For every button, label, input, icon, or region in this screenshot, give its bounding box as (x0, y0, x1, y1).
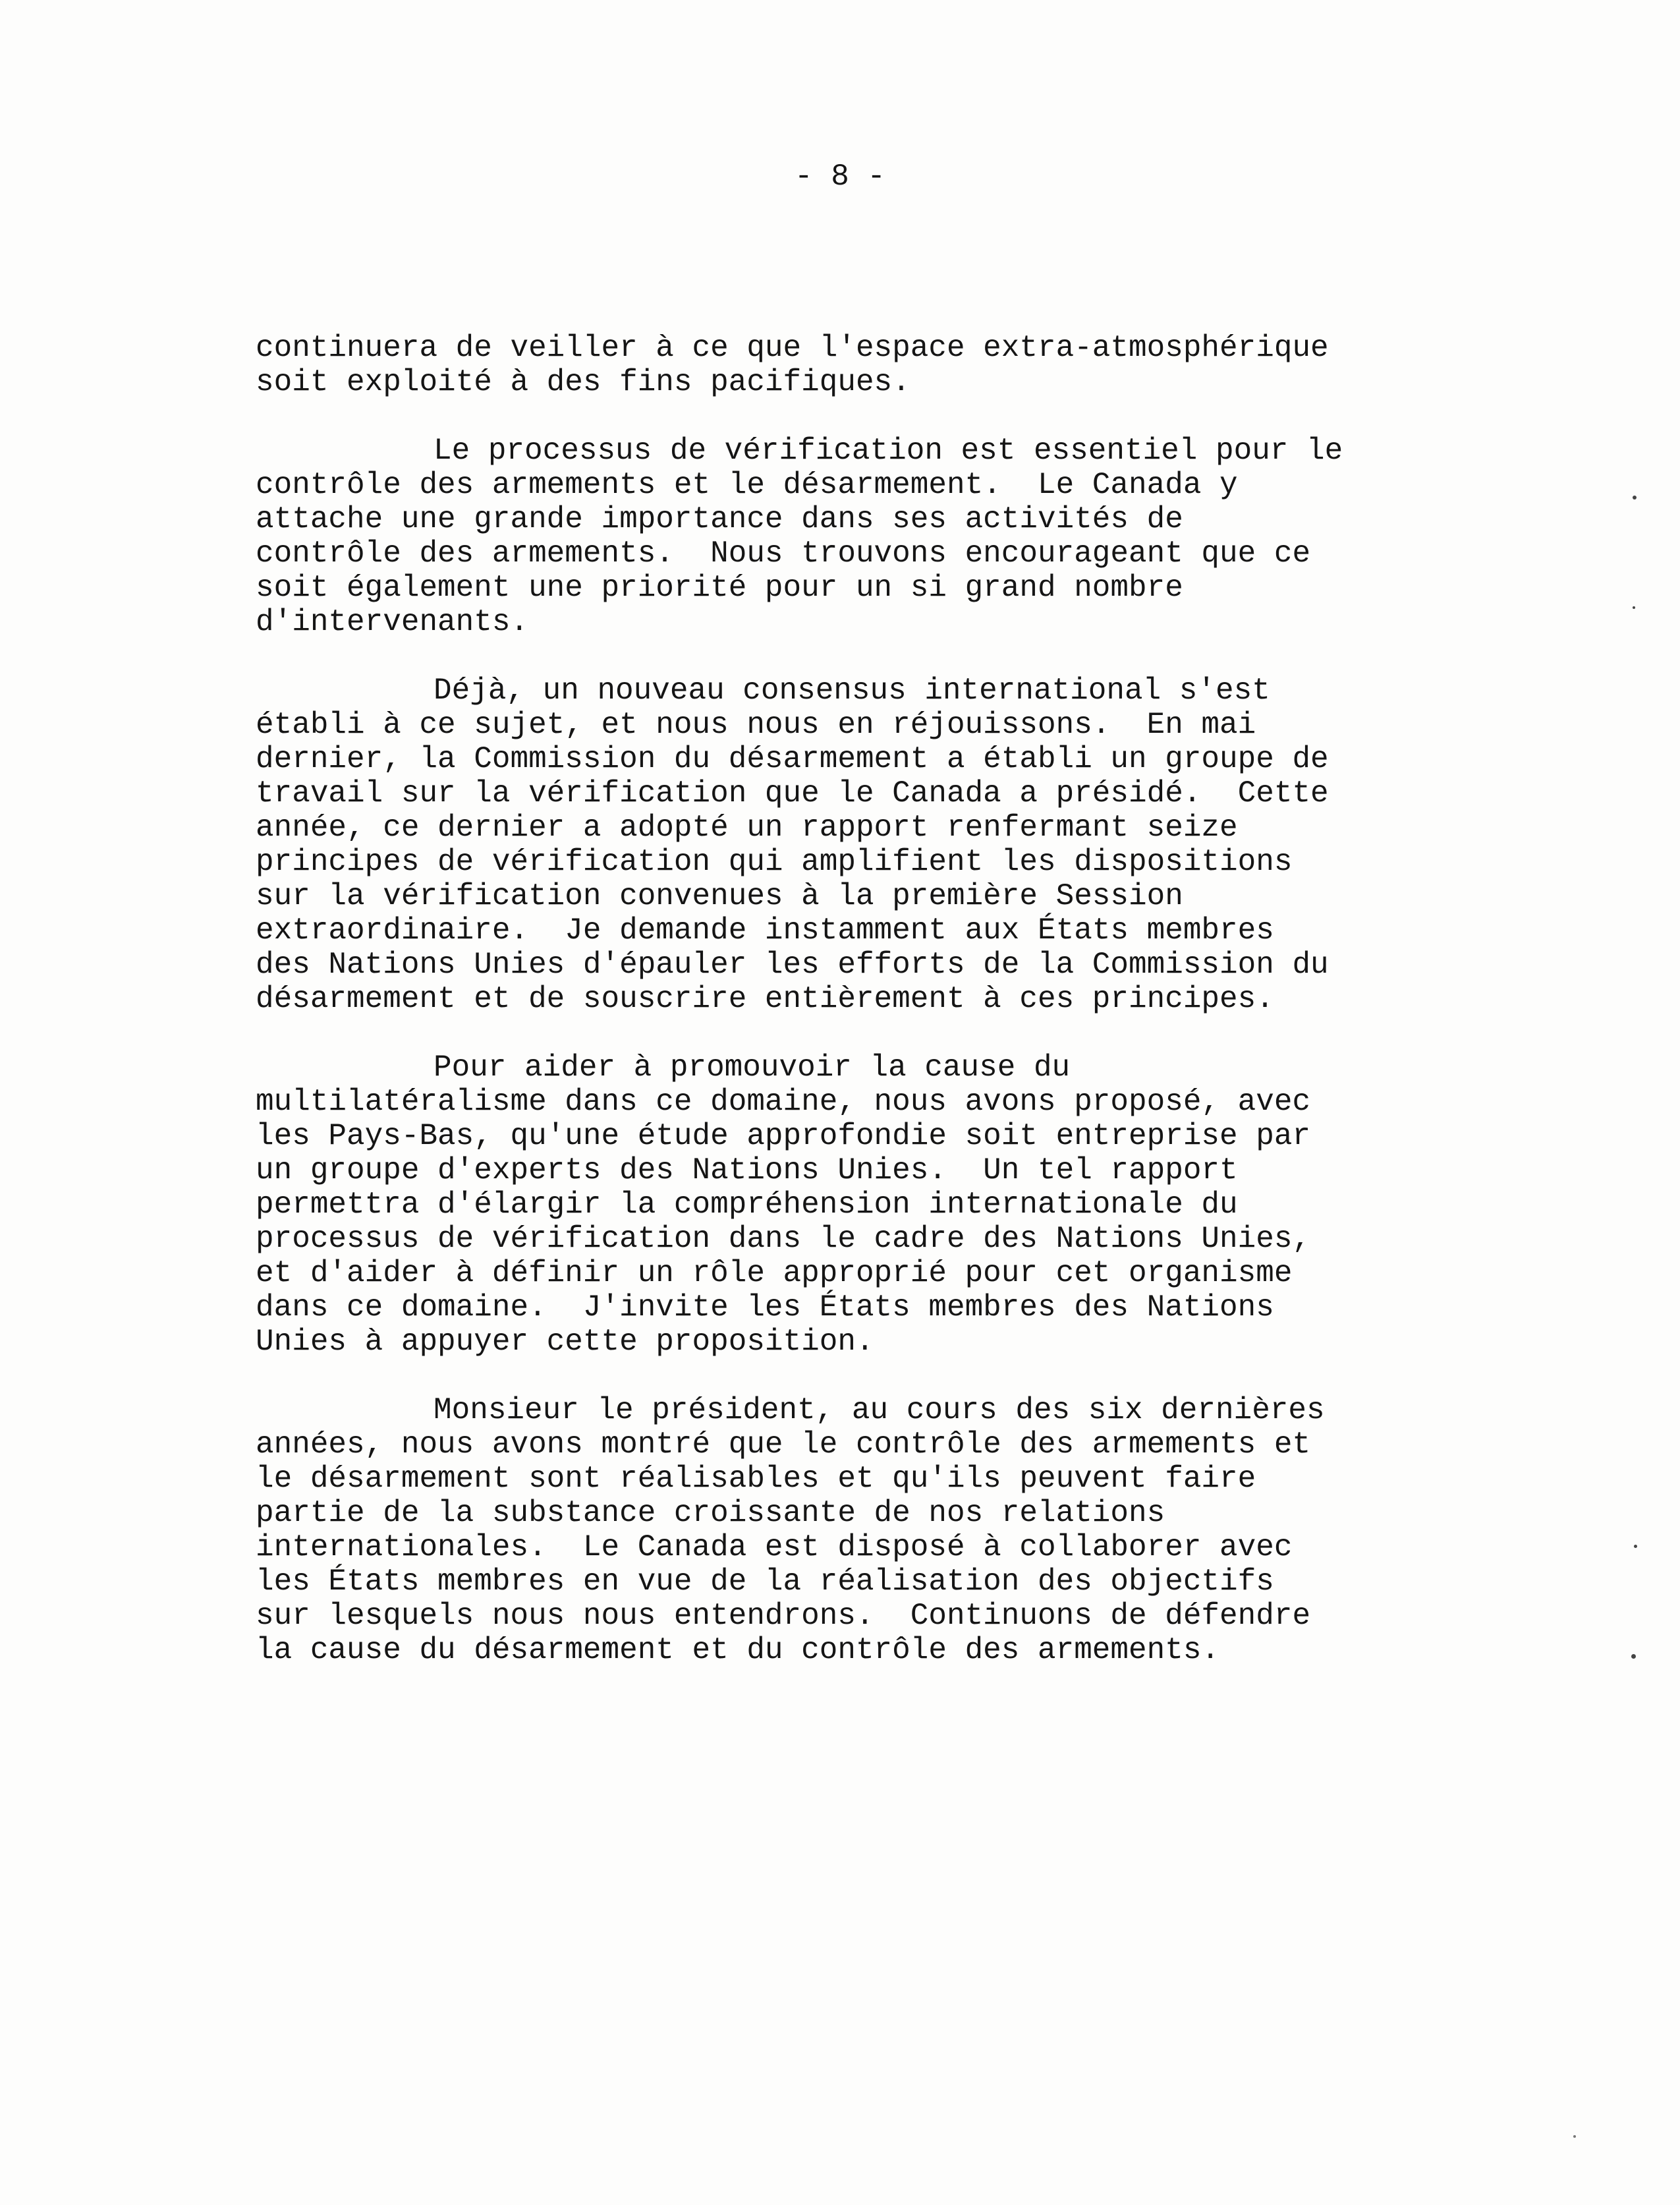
paragraph-5 (256, 1393, 1507, 1667)
scan-speck (1633, 606, 1635, 609)
text-line: internationales. Le Canada est disposé à collaborer avec (256, 1530, 1293, 1564)
scan-speck (1634, 1545, 1637, 1548)
text-line: la cause du désarmement et du contrôle des armements. (256, 1633, 1220, 1667)
text-line: années, nous avons montré que le contrôle des armements et (256, 1427, 1311, 1462)
text-line: Unies à appuyer cette proposition. (256, 1325, 874, 1359)
text-line: processus de vérification dans le cadre des Nations Unies, (256, 1222, 1311, 1256)
text-line: soit également une priorité pour un si grand nombre (256, 571, 1183, 605)
text-line: multilatéralisme dans ce domaine, nous avons proposé, avec (256, 1085, 1311, 1119)
text-line: des Nations Unies d'épauler les efforts de la Commission du (256, 948, 1329, 982)
scan-speck (1631, 1654, 1636, 1659)
text-line: dans ce domaine. J'invite les États membres des Nations (256, 1290, 1274, 1325)
text-line: continuera de veiller à ce que l'espace extra-atmosphérique (256, 331, 1329, 365)
body-text (256, 331, 1507, 1702)
text-line: Déjà, un nouveau consensus international s'est (434, 673, 1270, 708)
text-line: dernier, la Commission du désarmement a établi un groupe de (256, 742, 1329, 776)
paragraph-2 (256, 434, 1507, 639)
paragraph-4 (256, 1050, 1507, 1359)
paragraph-3 (256, 673, 1507, 1016)
text-line: les Pays-Bas, qu'une étude approfondie soit entreprise par (256, 1119, 1311, 1153)
text-line: et d'aider à définir un rôle approprié pour cet organisme (256, 1256, 1293, 1290)
text-line: Le processus de vérification est essentiel pour le (434, 434, 1343, 468)
scan-speck (1633, 496, 1637, 500)
paragraph-1 (256, 331, 1507, 399)
text-line: Monsieur le président, au cours des six dernières (434, 1393, 1325, 1427)
text-line: d'intervenants. (256, 605, 529, 639)
text-line: permettra d'élargir la compréhension internationale du (256, 1188, 1238, 1222)
text-line: partie de la substance croissante de nos relations (256, 1496, 1165, 1530)
text-line: le désarmement sont réalisables et qu'ils peuvent faire (256, 1462, 1256, 1496)
scan-speck (1573, 2135, 1576, 2138)
text-line: les États membres en vue de la réalisation des objectifs (256, 1564, 1274, 1599)
text-line: établi à ce sujet, et nous nous en réjouissons. En mai (256, 708, 1256, 742)
text-line: travail sur la vérification que le Canada a présidé. Cette (256, 776, 1329, 811)
page-number: - 8 - (794, 159, 886, 194)
text-line: sur la vérification convenues à la première Session (256, 879, 1183, 913)
text-line: contrôle des armements. Nous trouvons encourageant que ce (256, 536, 1311, 571)
text-line: attache une grande importance dans ses activités de (256, 502, 1183, 536)
text-line: contrôle des armements et le désarmement. Le Canada y (256, 468, 1238, 502)
text-line: désarmement et de souscrire entièrement à ces principes. (256, 982, 1274, 1016)
text-line: année, ce dernier a adopté un rapport renfermant seize (256, 811, 1238, 845)
text-line: extraordinaire. Je demande instamment aux États membres (256, 913, 1274, 948)
text-line: Pour aider à promouvoir la cause du (434, 1050, 1071, 1085)
text-line: soit exploité à des fins pacifiques. (256, 365, 910, 399)
text-line: sur lesquels nous nous entendrons. Continuons de défendre (256, 1599, 1311, 1633)
text-line: un groupe d'experts des Nations Unies. Un tel rapport (256, 1153, 1238, 1188)
text-line: principes de vérification qui amplifient les dispositions (256, 845, 1293, 879)
